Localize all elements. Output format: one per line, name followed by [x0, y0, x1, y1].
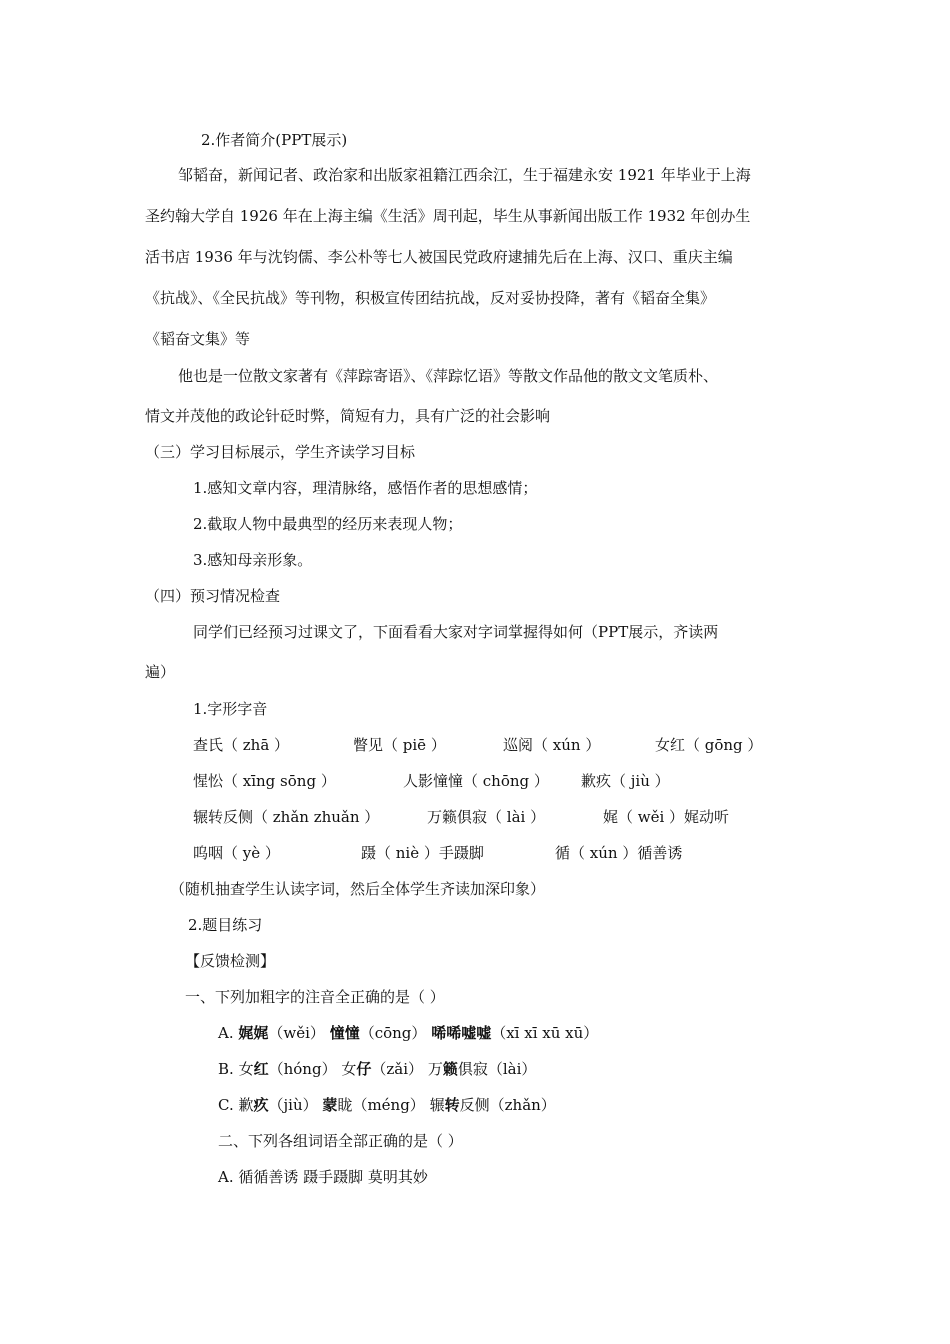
vocab-item: 查氏（ zhā ）: [193, 736, 290, 754]
paragraph-line: 他也是一位散文家著有《萍踪寄语》、《萍踪忆语》等散文作品他的散文文笔质朴、: [178, 367, 719, 385]
vocab-item: 循（ xún ）循善诱: [555, 844, 683, 862]
question-2-option-a: A. 循循善诱 蹑手蹑脚 莫明其妙: [218, 1168, 428, 1186]
vocab-item: 万籁俱寂（ lài ）: [427, 808, 546, 826]
pinyin: （xī xī xū xū）: [491, 1024, 599, 1042]
note-line: （随机抽查学生认读字词，然后全体学生齐读加深印象）: [170, 880, 546, 898]
word-prefix: 歉: [238, 1096, 254, 1114]
vocab-row: [193, 735, 762, 755]
vocab-item: 巡阅（ xún ）: [503, 736, 601, 754]
paragraph-line: 活书店 1936 年与沈钧儒、李公朴等七人被国民党政府逮捕先后在上海、汉口、重庆主编: [145, 248, 733, 266]
vocab-row: [193, 807, 729, 827]
pinyin: 俱寂（lài）: [457, 1060, 537, 1078]
subheading-exercise: 2.题目练习: [188, 916, 263, 934]
paragraph-line: 《抗战》、《全民抗战》等刊物，积极宣传团结抗战，反对妥协投降，著有《韬奋全集》: [145, 289, 716, 307]
paragraph-line: 情文并茂他的政论针砭时弊，简短有力，具有广泛的社会影响: [145, 407, 551, 425]
bold-word: 憧憧: [329, 1024, 360, 1042]
option-c: [218, 1095, 556, 1115]
option-a: [218, 1023, 598, 1043]
vocab-item: 惺忪（ xīng sōng ）: [193, 772, 336, 790]
bold-char: 转: [444, 1096, 460, 1114]
word-prefix: 女: [341, 1060, 357, 1078]
vocab-item: 歉疚（ jiù ）: [581, 772, 670, 790]
paragraph-line: 圣约翰大学自 1926 年在上海主编《生活》周刊起，毕生从事新闻出版工作 1932 年创办生: [145, 207, 751, 225]
section-heading-author: 2.作者简介(PPT展示): [201, 131, 348, 149]
subheading-vocab: 1.字形字音: [193, 700, 268, 718]
bold-char: 红: [253, 1060, 269, 1078]
word-prefix: 辗: [429, 1096, 445, 1114]
goal-item: 2.截取人物中最典型的经历来表现人物；: [193, 515, 463, 533]
pinyin: （zǎi）: [371, 1060, 424, 1078]
bold-word: 娓娓: [238, 1024, 269, 1042]
vocab-item: 娓（ wěi ）娓动听: [603, 808, 730, 826]
bold-char: 仔: [356, 1060, 372, 1078]
paragraph-line: 《韬奋文集》等: [145, 330, 251, 348]
vocab-item: 蹑（ niè ）手蹑脚: [361, 844, 484, 862]
option-letter: A.: [218, 1024, 234, 1042]
paragraph-line: 遍）: [145, 663, 176, 681]
option-letter: C.: [218, 1096, 234, 1114]
pinyin: （hóng）: [268, 1060, 337, 1078]
bold-char: 蒙: [322, 1096, 338, 1114]
pinyin: 眬（méng）: [337, 1096, 425, 1114]
pinyin: （jiù）: [268, 1096, 318, 1114]
word-prefix: 万: [427, 1060, 443, 1078]
section-heading-feedback: 【反馈检测】: [185, 952, 276, 970]
bold-word: 唏唏嘘嘘: [431, 1024, 492, 1042]
goal-item: 3.感知母亲形象。: [193, 551, 313, 569]
vocab-item: 辗转反侧（ zhǎn zhuǎn ）: [193, 808, 380, 826]
bold-char: 疚: [253, 1096, 269, 1114]
vocab-item: 女红（ gōng ）: [655, 736, 763, 754]
vocab-row: [193, 771, 670, 791]
section-heading-goals: （三）学习目标展示，学生齐读学习目标: [145, 443, 416, 461]
option-b: [218, 1059, 536, 1079]
question-2: 二、下列各组词语全部正确的是（ ）: [218, 1132, 463, 1150]
vocab-item: 瞥见（ piē ）: [353, 736, 446, 754]
vocab-item: 呜咽（ yè ）: [193, 844, 280, 862]
word-prefix: 女: [238, 1060, 254, 1078]
question-1: 一、下列加粗字的注音全正确的是（ ）: [185, 988, 445, 1006]
paragraph-line: 同学们已经预习过课文了，下面看看大家对字词掌握得如何（PPT展示，齐读两: [193, 623, 719, 641]
vocab-item: 人影憧憧（ chōng ）: [403, 772, 549, 790]
pinyin: （wěi）: [268, 1024, 325, 1042]
bold-char: 籁: [442, 1060, 458, 1078]
pinyin: 反侧（zhǎn）: [459, 1096, 556, 1114]
option-letter: B.: [218, 1060, 234, 1078]
paragraph-line: 邹韬奋，新闻记者、政治家和出版家祖籍江西余江，生于福建永安 1921 年毕业于上海: [178, 166, 751, 184]
pinyin: （cōng）: [359, 1024, 427, 1042]
section-heading-preview: （四）预习情况检查: [145, 587, 281, 605]
goal-item: 1.感知文章内容，理清脉络，感悟作者的思想感情；: [193, 479, 538, 497]
vocab-row: [193, 843, 682, 863]
